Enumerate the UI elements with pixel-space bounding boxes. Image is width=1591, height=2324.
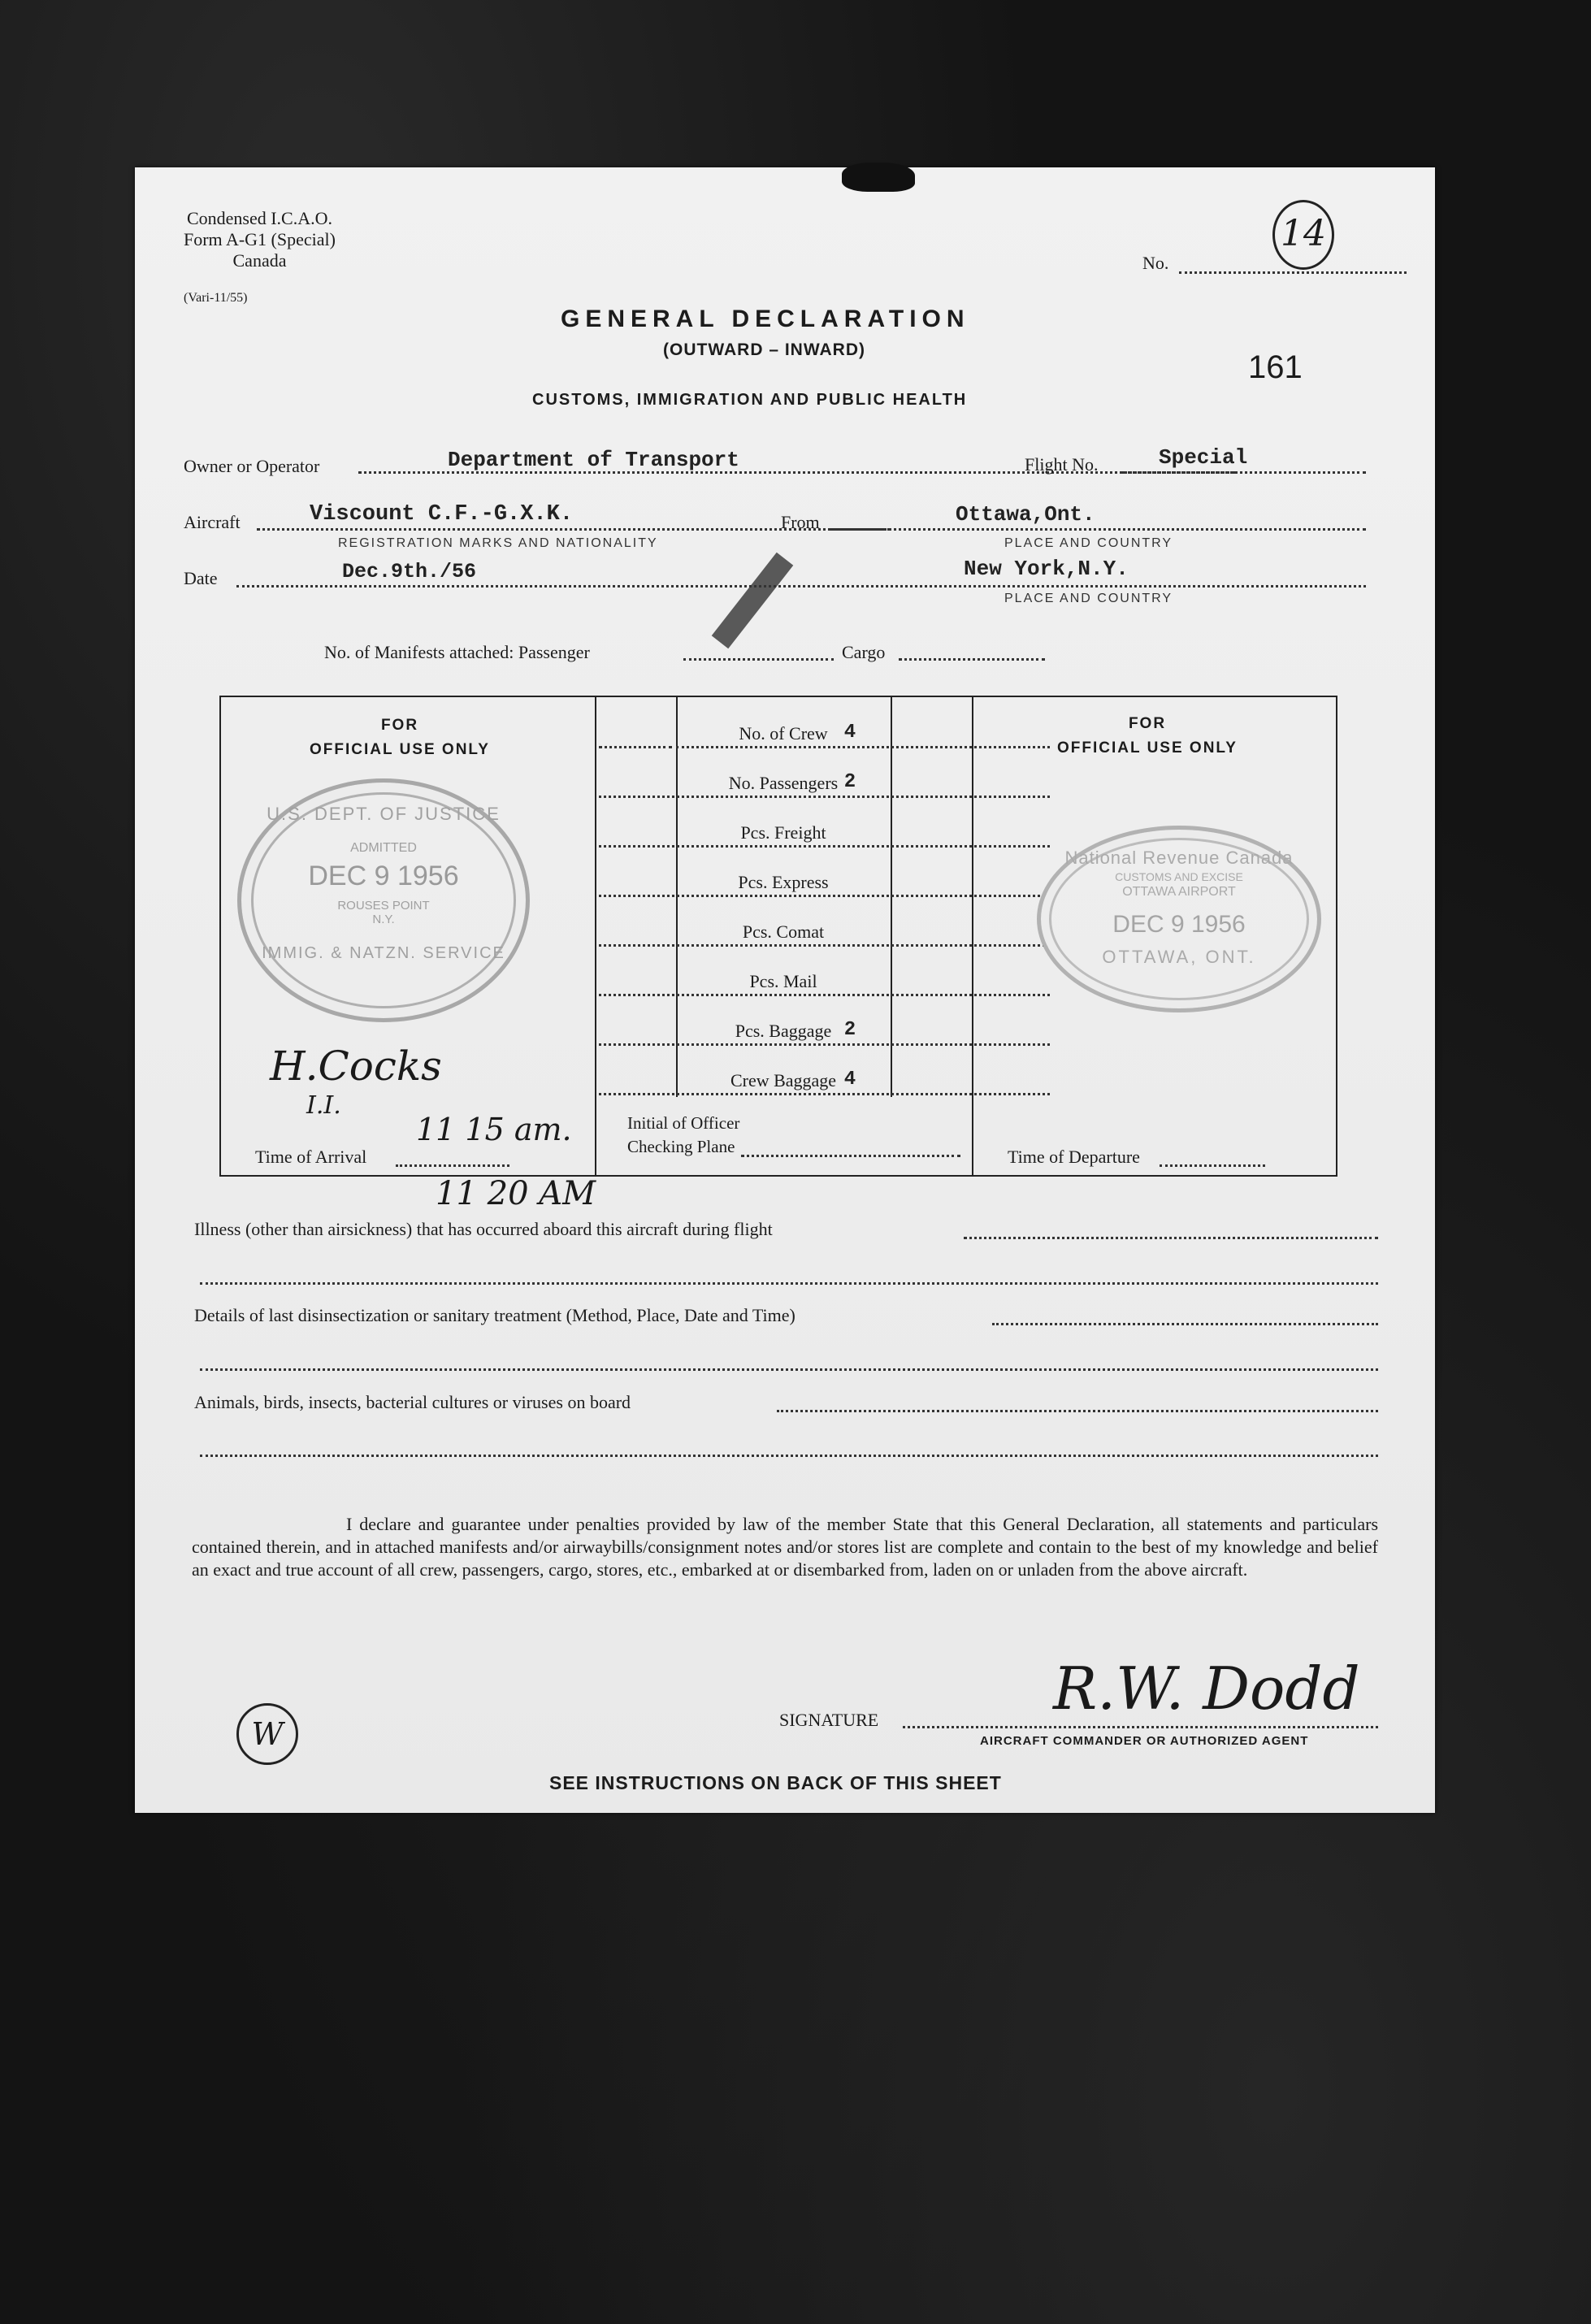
date-line (236, 585, 1366, 588)
handwritten-io: I.I. (306, 1091, 341, 1120)
row-value: 4 (843, 1069, 856, 1090)
row-value: 2 (843, 771, 856, 793)
row-rule (599, 994, 1050, 996)
passenger-manifest-line (683, 658, 834, 661)
stamp-text: N.Y. (372, 913, 395, 926)
row-rule (599, 944, 1050, 947)
form-code (184, 208, 336, 271)
row-label: Pcs. Comat (742, 921, 825, 942)
handwritten-arrival: 11 15 am. (416, 1112, 572, 1147)
circled-initial-text: W (251, 1716, 284, 1752)
official-line: FOR (380, 717, 419, 734)
handwritten-time-2: 11 20 AM (436, 1175, 596, 1212)
stamp-date: DEC 9 1956 (1112, 911, 1246, 938)
row-rule (599, 845, 1050, 848)
date-label: Date (184, 568, 218, 588)
disinsect-line (992, 1323, 1378, 1325)
row-rule (676, 746, 1050, 748)
stamp-text: U.S. DEPT. OF JUSTICE (267, 804, 501, 824)
row-label: Pcs. Express (738, 872, 829, 892)
stamp-text: ADMITTED (350, 841, 417, 855)
number-label: No. (1142, 253, 1169, 273)
customs-heading: CUSTOMS, IMMIGRATION AND PUBLIC HEALTH (532, 391, 968, 409)
handwritten-number: 14 (1272, 200, 1334, 270)
stamp-text: OTTAWA, ONT. (1102, 947, 1256, 967)
row-label: No. Passengers (728, 773, 839, 793)
right-official-heading (1013, 712, 1281, 761)
arrival-line (396, 1164, 509, 1167)
handwritten-initials: H.Cocks (270, 1043, 442, 1090)
disinsect-line-2 (200, 1368, 1378, 1371)
date-value: Dec.9th./56 (342, 560, 477, 583)
row-label: Pcs. Baggage (735, 1021, 832, 1041)
owner-label: Owner or Operator (184, 456, 320, 476)
row-label: No. of Crew (739, 723, 828, 744)
manifests-label: No. of Manifests attached: Passenger (324, 642, 590, 662)
aircraft-label: Aircraft (184, 512, 241, 532)
serial-number: 161 (1248, 349, 1303, 385)
row-rule (599, 895, 1050, 897)
checking-plane-label: Checking Plane (627, 1137, 735, 1156)
canada-customs-stamp (1037, 826, 1321, 1012)
from-line (830, 528, 1366, 531)
page-subtitle: (OUTWARD – INWARD) (663, 340, 865, 359)
us-immigration-stamp (237, 778, 530, 1022)
disinsectization-label: Details of last disinsectization or sanitary treatment (Method, Place, Date and Time) (194, 1305, 796, 1325)
circled-initial (236, 1703, 298, 1765)
cargo-manifest-line (899, 658, 1045, 661)
form-version: (Vari-11/55) (184, 291, 248, 305)
illness-line (964, 1237, 1378, 1239)
owner-value: Department of Transport (448, 448, 739, 472)
to-caption: PLACE AND COUNTRY (1004, 592, 1173, 605)
to-value: New York,N.Y. (964, 557, 1129, 581)
instructions-note: SEE INSTRUCTIONS ON BACK OF THIS SHEET (549, 1772, 1002, 1793)
row-rule (599, 1043, 1050, 1046)
redaction-stamp (712, 553, 794, 648)
row-value: 4 (843, 722, 856, 744)
illness-label: Illness (other than airsickness) that has occurred aboard this aircraft during flight (194, 1219, 773, 1239)
stamp-text: National Revenue Canada (1064, 848, 1294, 868)
time-of-arrival-label: Time of Arrival (255, 1147, 367, 1167)
row-rule (599, 1093, 1050, 1095)
stamp-text: IMMIG. & NATZN. SERVICE (262, 944, 505, 962)
declaration-text: I declare and guarantee under penalties provided by law of the member State that this General Declaration, all statements and particulars contained therein, and in attached manifests and/or airwaybills/consignment notes and/or stores list are complete and contain to the best of my knowledge and belief an exact and true account of all crew, passengers, cargo, stores, etc., embarked at or disembarked from, laden on or unladen from the above aircraft. (192, 1514, 1378, 1580)
signature-label: SIGNATURE (779, 1710, 879, 1730)
stamp-text: ROUSES POINT (337, 899, 430, 913)
box-divider (595, 697, 596, 1175)
signature-value: R.W. Dodd (1053, 1654, 1360, 1723)
flight-value: Special (1159, 445, 1248, 470)
illness-line-2 (200, 1282, 1378, 1285)
form-code-line: Form A-G1 (Special) (184, 229, 336, 249)
declaration-sheet (135, 167, 1435, 1813)
form-code-line: Condensed I.C.A.O. (186, 208, 332, 228)
from-caption: PLACE AND COUNTRY (1004, 536, 1173, 550)
row-rule (599, 746, 672, 748)
stamp-date: DEC 9 1956 (308, 861, 459, 891)
stamp-text: OTTAWA AIRPORT (1122, 885, 1236, 899)
animals-label: Animals, birds, insects, bacterial cultures or viruses on board (194, 1392, 631, 1412)
departure-line (1160, 1164, 1265, 1167)
initial-of-officer-label: Initial of Officer (627, 1113, 740, 1133)
number-line (1179, 271, 1407, 274)
signature-caption: AIRCRAFT COMMANDER OR AUTHORIZED AGENT (980, 1734, 1309, 1748)
official-line: FOR (1128, 715, 1167, 732)
flight-line (1122, 471, 1366, 474)
left-official-heading (278, 713, 522, 762)
torn-corner (842, 163, 915, 192)
page-title: GENERAL DECLARATION (561, 306, 970, 332)
form-code-line: Canada (232, 250, 287, 271)
signature-line (903, 1726, 1378, 1728)
from-label: From (781, 512, 820, 532)
box-divider (972, 697, 973, 1175)
animals-line-2 (200, 1455, 1378, 1457)
row-value: 2 (843, 1019, 856, 1041)
row-label: Crew Baggage (730, 1070, 837, 1090)
aircraft-value: Viscount C.F.-G.X.K. (310, 502, 574, 527)
official-line: OFFICIAL USE ONLY (310, 741, 490, 758)
initial-line (741, 1155, 960, 1157)
row-rule (599, 796, 1050, 798)
from-value: Ottawa,Ont. (956, 502, 1095, 527)
stamp-text: CUSTOMS AND EXCISE (1115, 870, 1243, 883)
animals-line (777, 1410, 1378, 1412)
row-label: Pcs. Mail (749, 971, 817, 991)
row-label: Pcs. Freight (740, 822, 826, 843)
cargo-label: Cargo (842, 642, 886, 662)
registration-caption: REGISTRATION MARKS AND NATIONALITY (338, 536, 658, 550)
time-of-departure-label: Time of Departure (1008, 1147, 1140, 1167)
official-line: OFFICIAL USE ONLY (1057, 739, 1238, 757)
box-divider (891, 697, 892, 1097)
flight-label: Flight No. (1025, 454, 1099, 475)
